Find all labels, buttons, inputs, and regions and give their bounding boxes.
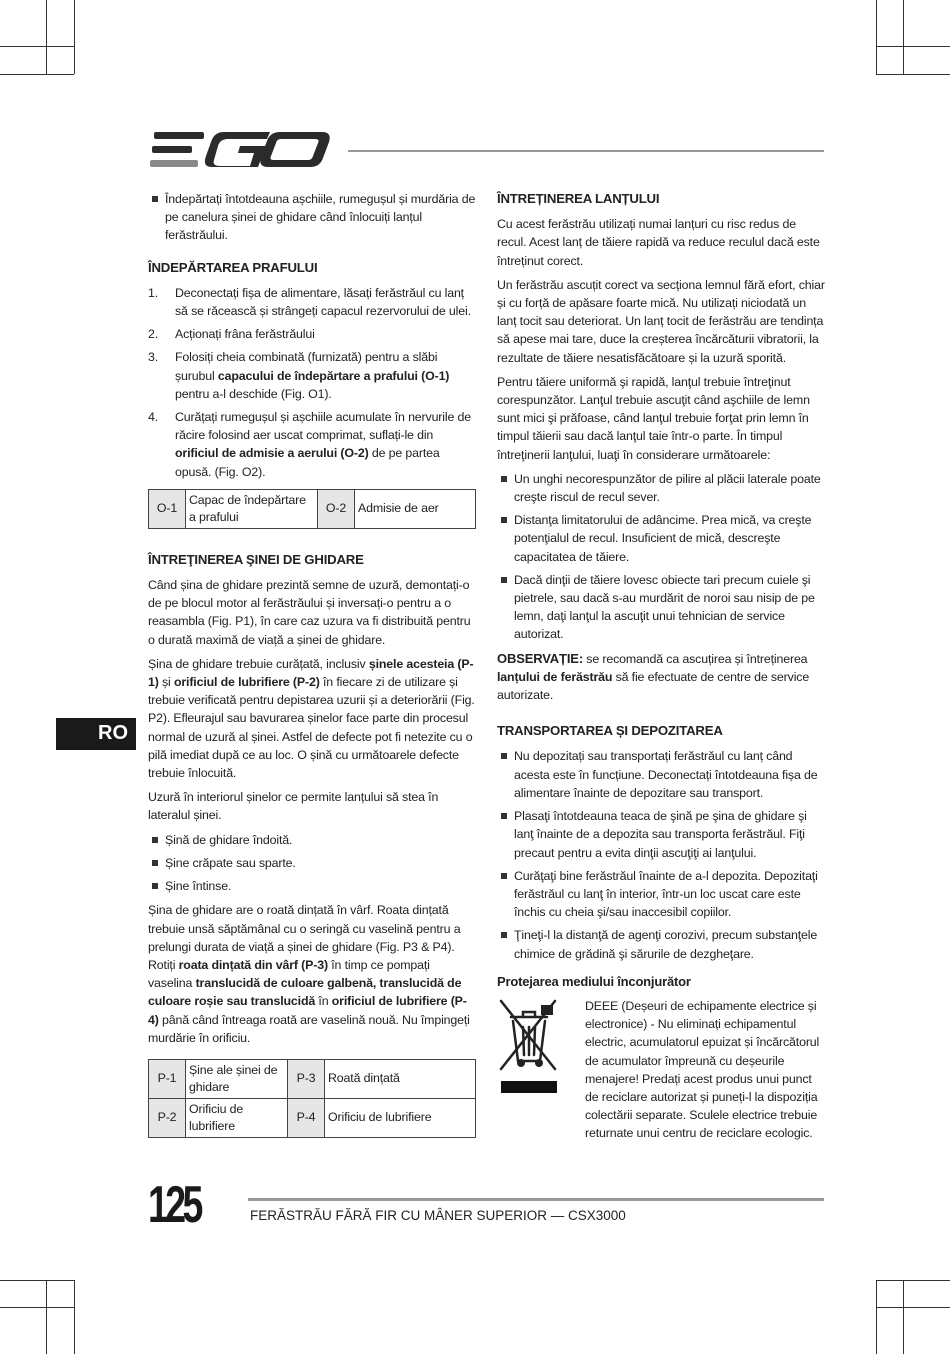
crop-mark — [876, 0, 877, 74]
list-item: Ţineţi-l la distanţă de agenţi corozivi, precum substanţele chimice de grădină şi sărurile de dezgheţare. — [497, 926, 825, 962]
list-item: Plasaţi întotdeauna teaca de şină pe şina de ghidare şi lanţ înainte de a depozita sau transporta ferăstrăul. Fiţi precaut pentru a evita dinţii ascuţiţi ai lanţului. — [497, 807, 825, 862]
weee-icon — [497, 997, 575, 1143]
list-item: Curăţaţi bine ferăstrăul înainte de a-l depozita. Depozitaţi ferăstrăul cu lanţ în interior, într-un loc uscat care este închis cu cheia şi/sau inaccesibil copiilor. — [497, 867, 825, 922]
list-item: Îndepărtați întotdeauna așchiile, rumegușul și murdăria de pe canelura șinei de ghidare când înlocuiți lanțul ferăstrăului. — [148, 190, 476, 245]
list-item: 3. Folosiți cheia combinată (furnizată) pentru a slăbi șurubul capacului de îndepărtare a prafului (O-1) pentru a-l deschide (Fig. O1). — [148, 350, 450, 401]
crop-mark — [74, 0, 75, 74]
paragraph: Cu acest ferăstrău utilizați numai lanțuri cu risc redus de recul. Acest lanț de tăiere rapidă va reduce reculul dacă este întreținut corect. — [497, 217, 820, 268]
section-heading-guide-bar: ÎNTREŢINEREA ŞINEI DE GHIDARE — [148, 551, 364, 567]
weee-block — [497, 997, 825, 1143]
crop-mark — [876, 46, 950, 47]
list-item: Șine crăpate sau sparte. — [148, 854, 476, 872]
paragraph: Pentru tăiere uniformă şi rapidă, lanţul trebuie întreţinut corespunzător. Lanţul trebuie ascuţit când aşchiile de lemn sunt mici şi prăfoase, când lanţul trebuie forţat prin lemn în timpul tăierii sau dacă lanţul taie într-o parte. În timpul întreţinerii lanţului, luaţi în considerare următoarele: — [497, 374, 810, 462]
weee-text: DEEE (Deșeuri de echipamente electrice și electronice) - Nu eliminați echipamentul electric, acumulatorul epuizat și încărcătorul de acumulator împreună cu deșeurile menajere! Predați acest produs unui punct de reciclare autorizat și puneți-l la dispoziția colectării separate. Sculele electrice trebuie returnate unui centru de reciclare ecologic. — [585, 998, 820, 1141]
crossed-bin-icon — [497, 997, 561, 1099]
crop-mark — [74, 1280, 75, 1354]
table-row: P-2 Orificiu de lubrifiere P-4 Orificiu de lubrifiere — [149, 1098, 476, 1137]
crop-mark — [0, 1307, 74, 1308]
dust-steps — [148, 284, 476, 481]
chain-list — [497, 470, 825, 644]
table-row: O-1 Capac de îndepărtare a prafului O-2 Admisie de aer — [149, 489, 476, 528]
bar-legend-table — [148, 1059, 476, 1138]
crop-mark — [903, 1280, 904, 1354]
section-heading-transport: TRANSPORTAREA ȘI DEPOZITAREA — [497, 723, 723, 739]
note-paragraph: OBSERVAȚIE: se recomandă ca ascuțirea și întreținerea lanțului de ferăstrău să fie efectuate de centre de service autorizate. — [497, 650, 810, 703]
crop-mark — [876, 1307, 950, 1308]
paragraph: Uzură în interiorul șinelor ce permite lanțului să stea în lateralul șinei. — [148, 790, 439, 823]
list-item: Șine întinse. — [148, 877, 476, 895]
crop-mark — [0, 74, 74, 75]
dust-legend-table — [148, 489, 476, 529]
section-heading-environment: Protejarea mediului înconjurător — [497, 973, 691, 989]
table-row: P-1 Șine ale șinei de ghidare P-3 Roată dințată — [149, 1059, 476, 1098]
section-heading-chain: ÎNTREȚINEREA LANȚULUI — [497, 191, 660, 206]
crop-mark — [876, 1280, 877, 1354]
page-number: 125 — [148, 1176, 200, 1234]
section-heading-dust-removal: ÎNDEPĂRTAREA PRAFULUI — [148, 259, 318, 275]
crop-mark — [876, 74, 950, 75]
crop-mark — [46, 1280, 47, 1354]
list-item: Nu depozitați sau transportați ferăstrăul cu lanț când acesta este în funcțiune. Deconectați întotdeauna fișa de alimentare înainte de depozitare sau transport. — [497, 747, 825, 802]
footer-title: FERĂSTRĂU FĂRĂ FIR CU MÂNER SUPERIOR — CSX3000 — [250, 1208, 626, 1223]
paragraph: Șina de ghidare trebuie curățată, inclusiv șinele acesteia (P-1) și orificiul de lubrifiere (P-2) în fiecare zi de utilizare și trebuie verificată pentru depistarea uzurii și a deteriorării (Fig. P2). Efleurajul sau bavurarea șinelor face parte din procesul normal de uzură al șinei. Astfel de defecte pot fi netezite cu o pilă imediat după ce au loc. O șină cu următoarele defecte trebuie înlocuită. — [148, 656, 475, 781]
transport-list — [497, 747, 825, 962]
crop-mark — [876, 1280, 950, 1281]
left-column — [148, 190, 476, 1144]
list-item: Dacă dinţii de tăiere lovesc obiecte tari precum cuiele şi pietrele, sau dacă s-au murdărit de noroi sau nisip de pe lemn, daţi lanţul la ascuţit unui tehnician de service autorizat. — [497, 571, 825, 644]
list-item: 1. Deconectați fișa de alimentare, lăsați ferăstrăul cu lanț să se răcească și strângeți capacul rezervorului de ulei. — [148, 285, 471, 319]
crop-mark — [903, 0, 904, 74]
language-tab — [56, 718, 136, 750]
list-item: 4. Curățați rumegușul și așchiile acumulate în nervurile de răcire folosind aer uscat comprimat, suflați-le din orificiul de admisie a aerului (O-2) de pe partea opusă. (Fig. O2). — [148, 410, 472, 479]
crop-mark — [0, 1280, 74, 1281]
list-item: Șină de ghidare îndoită. — [148, 831, 476, 849]
paragraph: Șina de ghidare are o roată dințată în vârf. Roata dințată trebuie unsă săptămânal cu o seringă cu vaselină pentru a prelungi durata de viață a șinei de ghidare (Fig. P3 & P4). Rotiți roata dințată din vârf (P-3) în timp ce pompați vaselina translucidă de culoare galbenă, translucidă de culoare roșie sau translucidă în orificiul de lubrifiere (P-4) până când întreaga roată are vaselină nouă. Nu împingeți murdărie în orificiu. — [148, 903, 470, 1045]
list-item: 2. Acționați frâna ferăstrăului — [148, 327, 315, 342]
header-rule — [348, 150, 824, 152]
paragraph: Un ferăstrău ascuțit corect va secționa lemnul fără efort, chiar și cu forță de apăsare foarte mică. Nu utilizați niciodată un lanț tocit sau deteriorat. Un lanț tocit de ferăstrău are tendința să apese mai tare, duce la creșterea încărcăturii vibratorii, la rezultate de tăiere nesatisfăcătoare și la uzură sporită. — [497, 277, 825, 365]
footer-rule — [248, 1198, 824, 1201]
list-item: Distanţa limitatorului de adâncime. Prea mică, va creşte potenţialul de recul. Insuficient de mică, descreşte capacitatea de tăiere. — [497, 511, 825, 566]
bar-defects-list — [148, 831, 476, 896]
crop-mark — [0, 46, 74, 47]
crop-mark — [46, 0, 47, 74]
intro-list — [148, 190, 476, 245]
ego-logo — [150, 128, 332, 172]
language-code: RO — [98, 722, 128, 744]
list-item: Un unghi necorespunzător de pilire al plăcii laterale poate creşte riscul de recul sever. — [497, 470, 825, 506]
paragraph: Când șina de ghidare prezintă semne de uzură, demontați-o de pe blocul motor al ferăstrăului și inversați-o pentru a o reasambla (Fig. P1), în care caz uzura va fi distribuită pentru o durată maximă de viață a șinei de ghidare. — [148, 578, 471, 647]
right-column — [497, 190, 825, 1143]
